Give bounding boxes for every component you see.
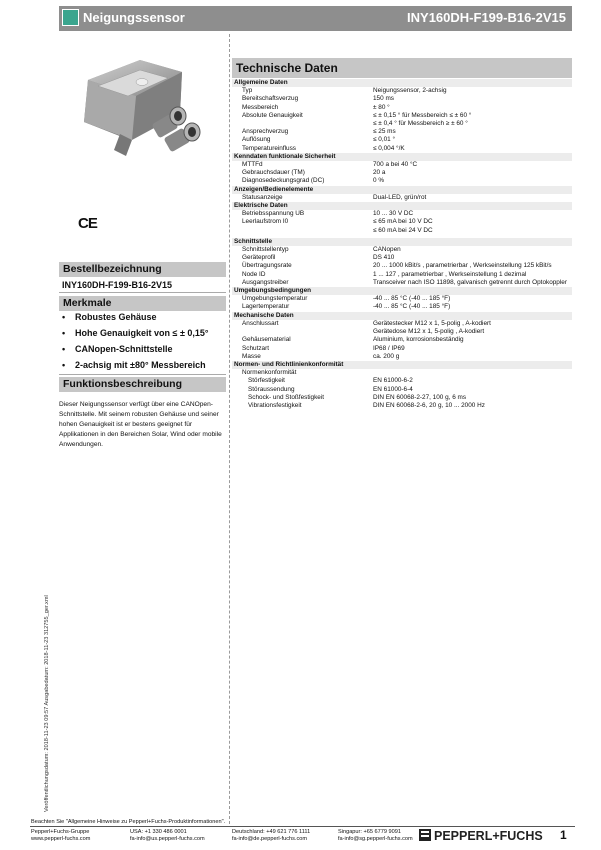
table-row: [232, 210, 572, 218]
table-row: [232, 145, 572, 153]
technical-data-table: [232, 79, 572, 410]
ce-mark: CE: [78, 215, 97, 232]
group-label: Anzeigen/Bedienelemente: [232, 186, 572, 194]
logo-text: PEPPERL+FUCHS: [434, 829, 543, 842]
row-value: Aluminium, korrosionsbeständig: [373, 336, 464, 344]
row-label: Schnittstellentyp: [242, 246, 289, 254]
table-row: [232, 353, 572, 361]
row-value: ≤ ± 0,4 ° für Messbereich ≥ ± 60 °: [373, 120, 468, 128]
table-row: [232, 377, 572, 385]
row-value: -40 ... 85 °C (-40 ... 185 °F): [373, 303, 451, 311]
table-group-row: [232, 79, 572, 87]
table-row: [232, 104, 572, 112]
row-value: ca. 200 g: [373, 352, 400, 360]
footer-usa: USA: +1 330 486 0001 fa-info@us.pepperl-fuchs.com: [130, 829, 205, 842]
function-section-title: Funktionsbeschreibung: [59, 377, 226, 392]
features-section-title: Merkmale: [59, 296, 226, 311]
row-value: 1 ... 127 , parametrierbar , Werkseinstellung 1 dezimal: [373, 270, 527, 278]
row-value: CANopen: [373, 246, 401, 254]
row-value: DS 410: [373, 254, 395, 262]
row-value: EN 61000-6-2: [373, 377, 413, 385]
row-label: MTTFd: [242, 161, 263, 169]
technical-data-title: Technische Daten: [232, 58, 572, 78]
row-value: 20 a: [373, 169, 386, 177]
table-group-row: [232, 238, 572, 246]
row-label: Ausgangstreiber: [242, 278, 289, 286]
row-label: Diagnosedeckungsgrad (DC): [242, 177, 325, 185]
list-item: • Robustes Gehäuse: [62, 312, 157, 322]
table-row: [232, 112, 572, 120]
header-square-icon: [62, 9, 79, 26]
row-value: ≤ ± 0,15 ° für Messbereich ≤ ± 60 °: [373, 111, 472, 119]
row-value: [371, 369, 572, 377]
row-value: Dual-LED, grün/rot: [373, 193, 427, 201]
row-label: Absolute Genauigkeit: [242, 111, 303, 119]
footer-note: Beachten Sie "Allgemeine Hinweise zu Pepperl+Fuchs-Produktinformationen".: [31, 819, 226, 825]
footer-germany: Deutschland: +49 621 776 1111 fa-info@de.pepperl-fuchs.com: [232, 829, 311, 842]
table-row: [232, 128, 572, 136]
row-value: Gerätestecker M12 x 1, 5-polig , A-kodiert: [373, 319, 491, 327]
table-row: [232, 262, 572, 270]
row-label: Störaussendung: [248, 385, 295, 393]
row-value: ≤ 0,01 °: [373, 136, 396, 144]
divider: [59, 292, 226, 293]
row-label: Vibrationsfestigkeit: [248, 401, 302, 409]
footer-divider: [30, 826, 575, 827]
group-label: Schnittstelle: [232, 238, 572, 246]
table-row: [232, 279, 572, 287]
row-label: Schutzart: [242, 344, 269, 352]
group-label: Umgebungsbedingungen: [232, 287, 572, 295]
row-label: Geräteprofil: [242, 254, 276, 262]
row-value: 20 ... 1000 kBit/s , parametrierbar , Werkseinstellung 125 kBit/s: [373, 262, 552, 270]
table-group-row: [232, 312, 572, 320]
list-item: • Hohe Genauigkeit von ≤ ± 0,15°: [62, 328, 209, 338]
row-value: Transceiver nach ISO 11898, galvanisch getrennt durch Optokoppler: [373, 278, 567, 286]
table-row: [232, 161, 572, 169]
column-divider: [229, 34, 230, 824]
row-value: EN 61000-6-4: [373, 385, 413, 393]
table-row: [232, 303, 572, 311]
table-row: [232, 369, 572, 377]
table-row: [232, 246, 572, 254]
table-row: [232, 218, 572, 226]
row-label: Temperatureinfluss: [242, 144, 296, 152]
header-bar: [59, 6, 572, 31]
page-title: Neigungssensor: [83, 10, 185, 25]
table-row: [232, 169, 572, 177]
row-label: Masse: [242, 352, 261, 360]
row-label: Gehäusematerial: [242, 336, 291, 344]
table-group-row: [232, 361, 572, 369]
row-label: Node ID: [242, 270, 266, 278]
order-code: INY160DH-F199-B16-2V15: [62, 280, 173, 290]
row-value: 0 %: [373, 177, 385, 185]
row-value: -40 ... 85 °C (-40 ... 185 °F): [373, 295, 451, 303]
row-value: Gerätedose M12 x 1, 5-polig , A-kodiert: [373, 328, 485, 336]
table-row: [232, 386, 572, 394]
function-description: Dieser Neigungssensor verfügt über eine CANOpen-Schnittstelle. Mit seinem robusten Gehäuse und seiner hohen Genauigkeit ist er bestens geeignet für Applikationen in den Bereichen Solar, Wind oder mobile Anwendungen.: [59, 401, 222, 448]
table-row: [232, 227, 572, 235]
row-label: Typ: [242, 87, 253, 95]
row-value: 700 a bei 40 °C: [373, 161, 418, 169]
table-row: [232, 336, 572, 344]
row-label: Statusanzeige: [242, 193, 283, 201]
publication-info: Veröffentlichungsdatum: 2018-11-23 09:57 Ausgabedatum: 2018-11-23 312755_ger.xml: [44, 595, 50, 812]
table-row: [232, 394, 572, 402]
row-label: Störfestigkeit: [248, 377, 285, 385]
row-label: Bereitschaftsverzug: [242, 95, 299, 103]
order-section-title: Bestellbezeichnung: [59, 262, 226, 277]
row-value: 10 ... 30 V DC: [373, 210, 414, 218]
row-value: IP68 / IP69: [373, 344, 405, 352]
group-label: Elektrische Daten: [232, 202, 572, 210]
row-label: Lagertemperatur: [242, 303, 290, 311]
group-label: Mechanische Daten: [232, 312, 572, 320]
row-value: Neigungssensor, 2-achsig: [373, 87, 447, 95]
table-row: [232, 345, 572, 353]
table-row: [232, 320, 572, 328]
divider: [59, 374, 226, 375]
table-row: [232, 87, 572, 95]
table-row: [232, 177, 572, 185]
row-label: Ansprechverzug: [242, 128, 289, 136]
product-code: INY160DH-F199-B16-2V15: [407, 10, 566, 25]
table-group-row: [232, 202, 572, 210]
footer-singapore: Singapur: +65 6779 9091 fa-info@sg.pepperl-fuchs.com: [338, 829, 413, 842]
row-value: ± 80 °: [373, 103, 390, 111]
list-item: • 2-achsig mit ±80° Messbereich: [62, 360, 206, 370]
row-label: Betriebsspannung UB: [242, 210, 305, 218]
row-value: ≤ 65 mA bei 10 V DC: [373, 218, 433, 226]
row-label: Anschlussart: [242, 319, 279, 327]
row-label: [232, 328, 371, 336]
row-label: Gebrauchsdauer (TM): [242, 169, 305, 177]
row-label: Messbereich: [242, 103, 279, 111]
footer-company: Pepperl+Fuchs-Gruppe www.pepperl-fuchs.com: [31, 829, 91, 842]
table-row: [232, 194, 572, 202]
table-row: [232, 120, 572, 128]
group-label: Normen- und Richtlinienkonformität: [232, 361, 572, 369]
product-image: [70, 52, 220, 172]
row-label: [232, 227, 371, 235]
row-label: Schock- und Stoßfestigkeit: [248, 393, 325, 401]
features-list: [59, 311, 229, 375]
row-value: DIN EN 60068-2-27, 100 g, 6 ms: [373, 393, 467, 401]
row-value: ≤ 60 mA bei 24 V DC: [373, 226, 433, 234]
group-label: Kenndaten funktionale Sicherheit: [232, 153, 572, 161]
table-row: [232, 402, 572, 410]
table-row: [232, 95, 572, 103]
table-row: [232, 328, 572, 336]
row-label: Leerlaufstrom I0: [242, 218, 289, 226]
row-value: DIN EN 60068-2-6, 20 g, 10 ... 2000 Hz: [373, 401, 485, 409]
company-logo: [419, 828, 551, 847]
row-label: Umgebungstemperatur: [242, 295, 308, 303]
page-number: 1: [560, 828, 567, 842]
row-label: Übertragungsrate: [242, 262, 292, 270]
row-value: ≤ 25 ms: [373, 128, 396, 136]
row-value: 150 ms: [373, 95, 394, 103]
group-label: Allgemeine Daten: [232, 79, 572, 87]
table-row: [232, 271, 572, 279]
row-value: ≤ 0,004 °/K: [373, 144, 405, 152]
table-row: [232, 136, 572, 144]
row-label: Auflösung: [242, 136, 271, 144]
row-label: Normenkonformität: [242, 369, 297, 377]
row-label: [232, 120, 371, 128]
table-group-row: [232, 186, 572, 194]
list-item: • CANopen-Schnittstelle: [62, 344, 173, 354]
table-group-row: [232, 153, 572, 161]
